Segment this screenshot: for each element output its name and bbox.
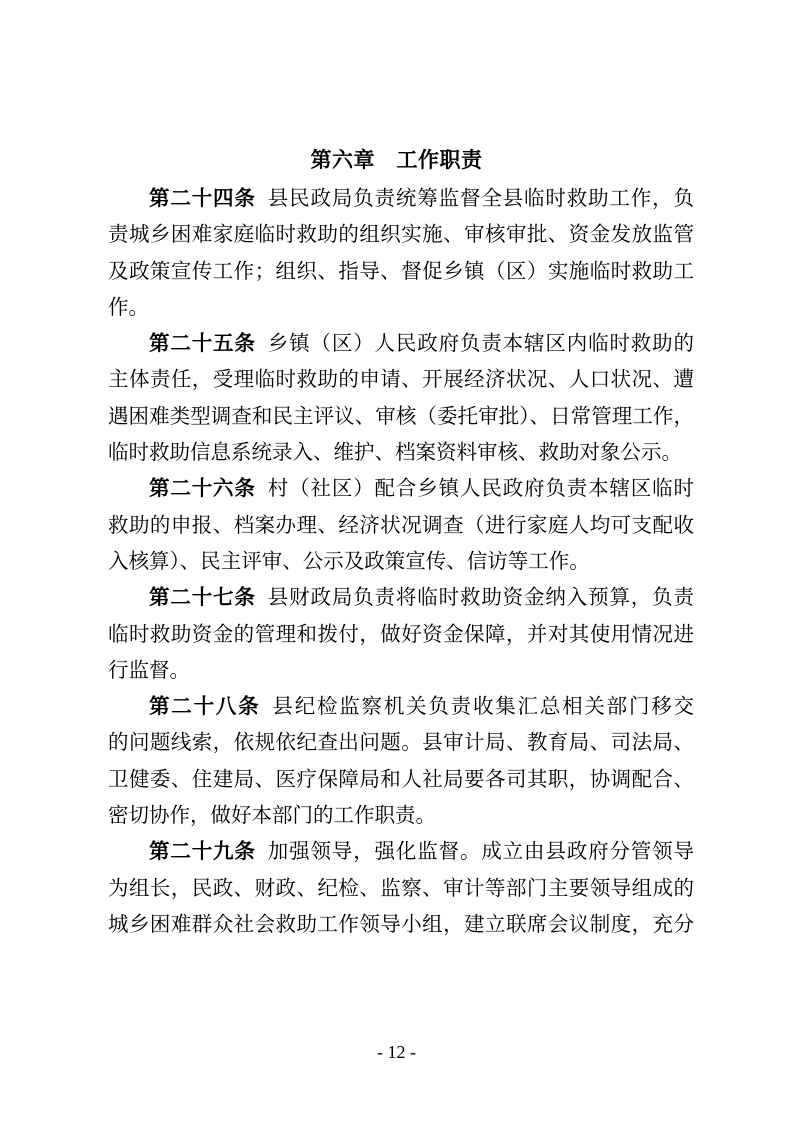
- article-line: 遇困难类型调查和民主评议、审核（委托审批）、日常管理工作，: [108, 403, 694, 428]
- article-number: 第二十八条: [149, 694, 261, 719]
- chapter-title: 第六章 工作职责: [310, 148, 483, 172]
- article-line: 的问题线索，依规依纪查出问题。县审计局、教育局、司法局、: [108, 730, 694, 755]
- article-text: 县纪检监察机关负责收集汇总相关部门移交: [272, 694, 695, 719]
- article-line: 救助的申报、档案办理、经济状况调查（进行家庭人均可支配收: [108, 512, 694, 537]
- article-line: 及政策宣传工作；组织、指导、督促乡镇（区）实施临时救助工: [108, 258, 694, 283]
- article-line: [108, 579, 694, 615]
- article-line: 临时救助资金的管理和拨付，做好资金保障，并对其使用情况进: [108, 621, 694, 646]
- article-line: [108, 833, 694, 869]
- article-line: 主体责任，受理临时救助的申请、开展经济状况、人口状况、遭: [108, 367, 694, 392]
- article-text: 县财政局负责将临时救助资金纳入预算，负责: [267, 585, 695, 610]
- article-line: 行监督。: [108, 657, 190, 682]
- article-list: [108, 180, 694, 942]
- article-text: 乡镇（区）人民政府负责本辖区内临时救助的: [267, 331, 695, 356]
- article-28: [108, 688, 694, 833]
- article-text: 村（社区）配合乡镇人民政府负责本辖区临时: [267, 476, 695, 501]
- page-number: - 12 -: [377, 1042, 416, 1062]
- article-text: 县民政局负责统筹监督全县临时救助工作，负: [267, 186, 695, 210]
- article-line: 作。: [108, 294, 149, 319]
- article-number: 第二十五条: [149, 331, 256, 356]
- article-24: [108, 180, 694, 325]
- article-line: 城乡困难群众社会救助工作领导小组，建立联席会议制度，充分: [108, 911, 694, 936]
- article-line: [108, 180, 694, 216]
- article-line: 入核算）、民主评审、公示及政策宣传、信访等工作。: [108, 548, 590, 573]
- article-25: [108, 325, 694, 470]
- article-number: 第二十七条: [149, 585, 256, 610]
- article-line: 为组长，民政、财政、纪检、监察、审计等部门主要领导组成的: [108, 875, 694, 900]
- article-line: 密切协作，做好本部门的工作职责。: [108, 803, 436, 828]
- article-line: 临时救助信息系统录入、维护、档案资料审核、救助对象公示。: [108, 440, 682, 465]
- article-27: [108, 579, 694, 688]
- article-number: 第二十九条: [149, 839, 256, 864]
- article-line: [108, 470, 694, 506]
- article-line: 责城乡困难家庭临时救助的组织实施、审核审批、资金发放监管: [108, 222, 694, 247]
- article-number: 第二十六条: [149, 476, 256, 501]
- article-number: 第二十四条: [149, 186, 256, 210]
- article-line: [108, 688, 694, 724]
- article-29: [108, 833, 694, 942]
- article-26: [108, 470, 694, 579]
- article-text: 加强领导，强化监督。成立由县政府分管领导: [267, 839, 695, 864]
- article-line: 卫健委、住建局、医疗保障局和人社局要各司其职，协调配合、: [108, 766, 694, 791]
- article-line: [108, 325, 694, 361]
